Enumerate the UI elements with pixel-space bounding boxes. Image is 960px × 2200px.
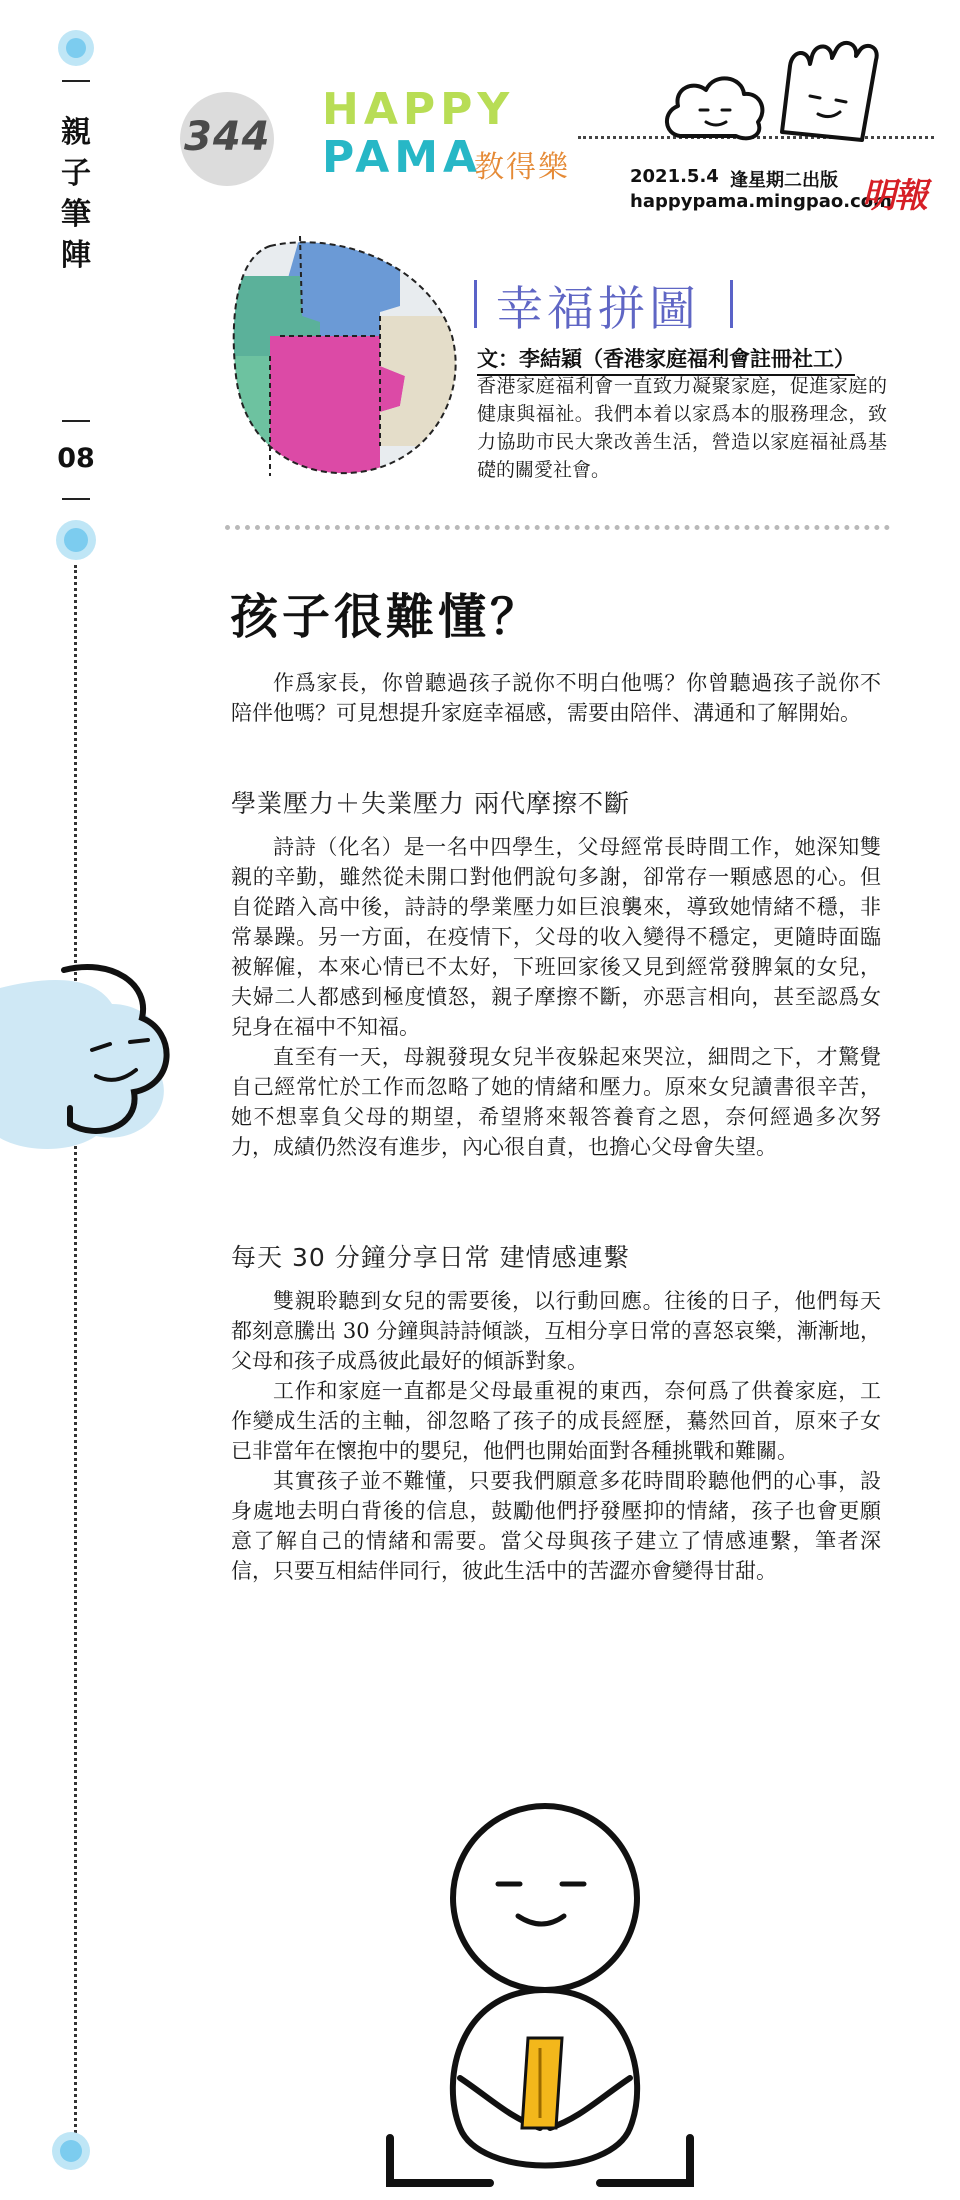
section-heading: 學業壓力＋失業壓力 兩代摩擦不斷 <box>231 789 630 818</box>
column-title-bar-right <box>730 280 733 328</box>
section-divider <box>225 525 890 530</box>
article-intro <box>231 668 881 728</box>
sidebar-section-title <box>56 112 96 276</box>
body-paragraph: 直至有一天，母親發現女兒半夜躲起來哭泣，細問之下，才驚覺自己經常忙於工作而忽略了她的情緒和壓力。原來女兒讀書很辛苦，她不想辜負父母的期望，希望將來報答養育之恩，奈何經過多次努力，成績仍然沒有進步，內心很自責，也擔心父母會失望。 <box>231 1045 881 1159</box>
intro-paragraph: 作爲家長，你曾聽過孩子説你不明白他嗎？你曾聽過孩子説你不陪伴他嗎？可見想提升家庭幸福感，需要由陪伴、溝通和了解開始。 <box>231 671 881 725</box>
column-title-bar-left <box>474 280 477 328</box>
section-heading: 每天 30 分鐘分享日常 建情感連繫 <box>231 1243 630 1272</box>
logo-tagline: 教得樂 <box>474 150 570 185</box>
article-section-2 <box>231 1286 881 1586</box>
cloud-buddies-cartoon <box>660 36 940 146</box>
sidebar-char: 子 <box>61 156 91 191</box>
publication-url: happypama.mingpao.com <box>630 191 892 212</box>
sidebar-dot-middle <box>56 520 96 560</box>
sidebar-divider <box>62 80 90 82</box>
body-paragraph: 詩詩（化名）是一名中四學生，父母經常長時間工作，她深知雙親的辛勤，雖然從未開口對他們說句多謝，卻常存一顆感恩的心。但自從踏入高中後，詩詩的學業壓力如巨浪襲來，導致她情緒不穩，非常暴躁。另一方面，在疫情下，父母的收入變得不穩定，更隨時面臨被解僱，本來心情已不太好，下班回家後又見到經常發脾氣的女兒，夫婦二人都感到極度憤怒，親子摩擦不斷，亦惡言相向，甚至認爲女兒身在福中不知福。 <box>231 835 881 1039</box>
body-paragraph: 工作和家庭一直都是父母最重視的東西，奈何爲了供養家庭，工作變成生活的主軸，卻忽略了孩子的成長經歷，驀然回首，原來子女已非當年在懷抱中的嬰兒，他們也開始面對各種挑戰和難關。 <box>231 1379 881 1463</box>
sidebar-char: 筆 <box>61 197 91 232</box>
sidebar-dot-top <box>58 30 94 66</box>
body-paragraph: 雙親聆聽到女兒的需要後，以行動回應。往後的日子，他們每天都刻意騰出 30 分鐘與詩詩傾談，互相分享日常的喜怒哀樂，漸漸地，父母和孩子成爲彼此最好的傾訴對象。 <box>231 1289 881 1373</box>
sidebar-dotted-line <box>74 565 77 2150</box>
publication-date: 2021.5.4 <box>630 166 719 187</box>
page-number: 08 <box>57 443 95 474</box>
column-title: 幸福拼圖 <box>496 282 700 337</box>
reading-kid-cartoon <box>380 1798 700 2198</box>
logo-pama: PAMA <box>322 132 483 183</box>
sidebar-divider <box>62 420 90 422</box>
article-section-1 <box>231 832 881 1162</box>
blob-peek-cartoon <box>0 958 180 1158</box>
sidebar-dot-bottom <box>52 2132 90 2170</box>
sidebar-divider <box>62 498 90 500</box>
issue-number: 344 <box>184 114 271 160</box>
newspaper-logo: 明報 <box>862 176 926 216</box>
author-byline: 文：李結穎（香港家庭福利會註冊社工） <box>477 343 855 376</box>
logo-happy: HAPPY <box>322 84 515 135</box>
puzzle-illustration <box>230 236 460 476</box>
body-paragraph: 其實孩子並不難懂，只要我們願意多花時間聆聽他們的心事，設身處地去明白背後的信息，鼓勵他們抒發壓抑的情緒，孩子也會更願意了解自己的情緒和需要。當父母與孩子建立了情感連繫，筆者深信，只要互相結伴同行，彼此生活中的苦澀亦會變得甘甜。 <box>231 1469 881 1583</box>
sidebar-char: 陣 <box>61 238 91 273</box>
sidebar-char: 親 <box>61 115 91 150</box>
article-headline: 孩子很難懂？ <box>230 589 543 645</box>
publication-schedule: 逢星期二出版 <box>730 170 838 191</box>
organisation-bio: 香港家庭福利會一直致力凝聚家庭，促進家庭的健康與福祉。我們本着以家爲本的服務理念，致力協助市民大衆改善生活，營造以家庭福祉爲基礎的關愛社會。 <box>477 375 887 481</box>
